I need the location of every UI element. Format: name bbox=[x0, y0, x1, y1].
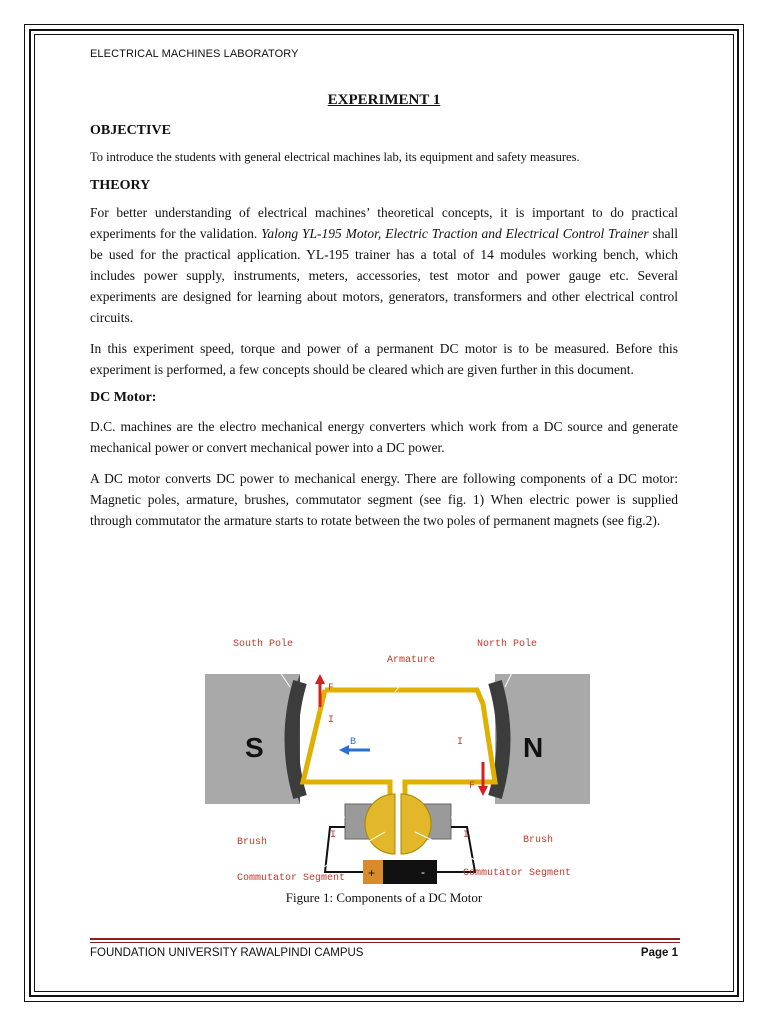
trainer-name: Yalong YL-195 Motor, Electric Traction and Electrical Control Trainer bbox=[261, 226, 649, 241]
label-commutator-left: Commutator Segment bbox=[237, 873, 346, 884]
label-armature: Armature bbox=[387, 655, 436, 666]
dc-motor-paragraph-1: D.C. machines are the electro mechanical energy converters which work from a DC source and generate mechanical power or convert mechanical power into a DC power. bbox=[90, 419, 678, 455]
theory-paragraph-2: In this experiment speed, torque and power of a permanent DC motor is to be measured. Before this experiment is performed, a few concepts should be cleared which are given further in this document. bbox=[90, 341, 678, 377]
plus-sign: + bbox=[368, 866, 376, 880]
theory-p1-end: shall be used for the practical application. YL-195 trainer has a total of 14 modules working bench, which includes power supply, instruments, meters, accessories, test motor and power gauge etc. Several experiments are designed for learning about motors, generators, transformers and other electrical control circuits. bbox=[90, 226, 679, 325]
f-top-label: F bbox=[328, 683, 335, 694]
objective-heading: OBJECTIVE bbox=[90, 123, 171, 138]
objective-text: To introduce the students with general electrical machines lab, its equipment and safety measures. bbox=[90, 150, 580, 164]
dc-motor-paragraph-2: A DC motor converts DC power to mechanical energy. There are following components of a DC motor: Magnetic poles, armature, brushes, commutator segment (see fig. 1) When electric power is supplied through commutator the armature starts to rotate between the two poles of permanent magnets (see fig.2). bbox=[90, 471, 678, 528]
dc-motor-figure bbox=[205, 632, 590, 887]
current-label-2: I bbox=[457, 737, 464, 748]
footer-campus: FOUNDATION UNIVERSITY RAWALPINDI CAMPUS bbox=[90, 947, 364, 959]
label-brush-right: Brush bbox=[523, 835, 554, 846]
label-north-pole: North Pole bbox=[477, 639, 538, 650]
current-label-3: I bbox=[330, 830, 337, 841]
footer-rule-thin bbox=[90, 942, 680, 943]
theory-heading: THEORY bbox=[90, 178, 151, 193]
b-label: B bbox=[350, 737, 357, 748]
current-label-1: I bbox=[328, 715, 335, 726]
battery-negative bbox=[383, 860, 437, 884]
footer-rule bbox=[90, 938, 680, 940]
label-commutator-right: Commutator Segment bbox=[463, 868, 572, 879]
label-brush-left: Brush bbox=[237, 837, 268, 848]
current-label-4: I bbox=[463, 830, 470, 841]
theory-p1-start: For better understanding of electrical machines’ theoretical concepts, it is important to do practical experiments for the validation. bbox=[90, 205, 678, 241]
n-pole-letter: N bbox=[523, 732, 544, 763]
f-bottom-label: F bbox=[469, 781, 476, 792]
figure-caption: Figure 1: Components of a DC Motor bbox=[285, 890, 483, 905]
document-body bbox=[90, 92, 678, 531]
experiment-title: EXPERIMENT 1 bbox=[327, 92, 441, 108]
minus-sign: - bbox=[421, 865, 425, 879]
theory-paragraph-1 bbox=[90, 202, 678, 328]
commutator-right bbox=[401, 794, 431, 854]
label-south-pole: South Pole bbox=[233, 639, 294, 650]
page-number: Page 1 bbox=[640, 947, 678, 959]
s-pole-letter: S bbox=[245, 732, 264, 763]
dc-motor-heading: DC Motor: bbox=[90, 390, 157, 405]
commutator-left bbox=[365, 794, 395, 854]
running-header: ELECTRICAL MACHINES LABORATORY bbox=[90, 48, 299, 60]
